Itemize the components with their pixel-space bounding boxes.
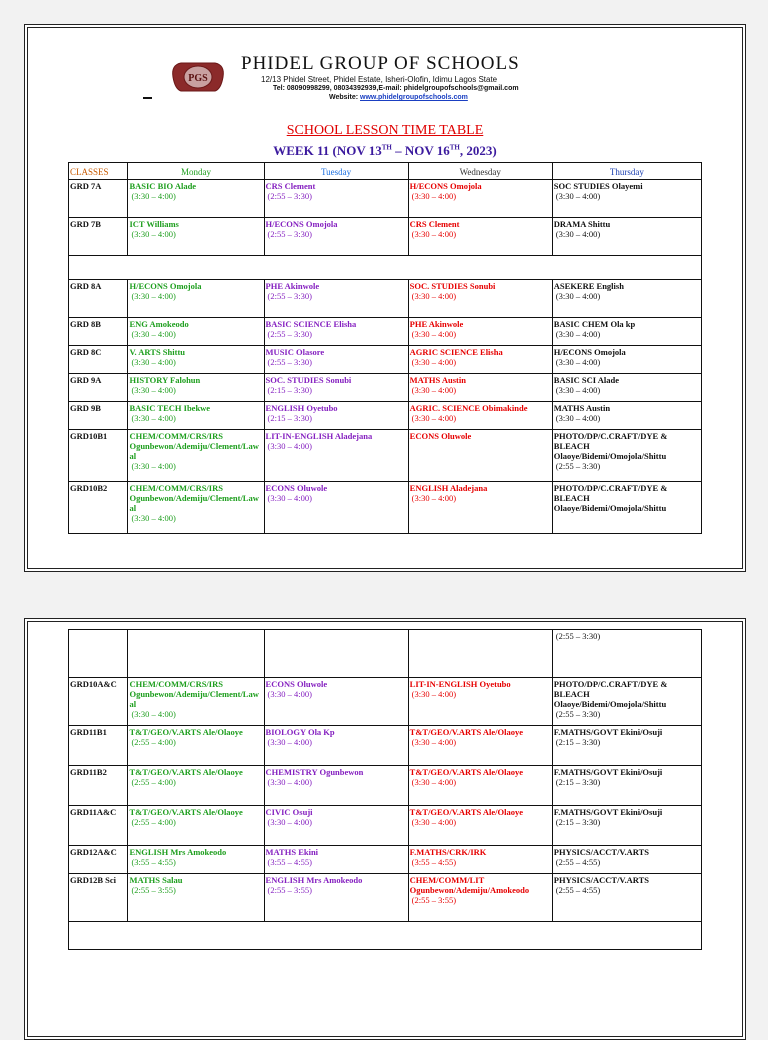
cell-class: GRD 7B [69,218,128,256]
cell-class: GRD 8C [69,346,128,374]
cell-subject: T&T/GEO/V.ARTS Ale/Olaoye [129,727,243,737]
cell-subject: CHEM/COMM/CRS/IRS Ogunbewon/Ademiju/Clement/Lawal [129,679,259,709]
cell-time: (3:30 – 4:00) [555,357,601,367]
cell-wednesday [408,482,552,534]
cell-subject: CHEM/COMM/LIT Ogunbewon/Ademiju/Amokeodo [409,875,530,895]
cell-subject: T&T/GEO/V.ARTS Ale/Olaoye [409,727,524,737]
cell-time: (3:30 – 4:00) [267,817,312,827]
cell-subject: HISTORY Falohun [129,375,201,385]
cell-thursday [552,726,701,766]
cell-subject: SOC. STUDIES Sonubi [265,375,352,385]
cell-time: (3:30 – 4:00) [131,229,176,239]
cell-time: (2:15 – 3:30) [555,777,601,787]
cell-subject: PHE Akinwole [265,281,320,291]
cell-tuesday [264,874,408,922]
cell-subject: ENGLISH Oyetubo [265,403,338,413]
col-header-wednesday: Wednesday [408,163,552,180]
cell-tuesday [264,630,408,678]
cell-subject: PHE Akinwole [409,319,464,329]
cell-thursday [552,280,701,318]
cell-subject: PHOTO/DP/C.CRAFT/DYE & BLEACH Olaoye/Bidemi/Omojola/Shittu [553,483,668,513]
cell-class: GRD12B Sci [69,874,128,922]
cell-thursday [552,218,701,256]
cell-wednesday [408,318,552,346]
cell-time: (2:55 – 3:55) [131,885,176,895]
cell-tuesday [264,806,408,846]
cell-subject: CHEM/COMM/CRS/IRS Ogunbewon/Ademiju/Clement/Lawal [129,483,259,513]
cell-class: GRD11B1 [69,726,128,766]
cell-monday [128,430,264,482]
cell-time: (2:55 – 3:55) [267,885,312,895]
cell-monday [128,180,264,218]
cell-subject: CIVIC Osuji [265,807,313,817]
cell-time: (3:30 – 4:00) [411,329,457,339]
cell-class [69,630,128,678]
cell-subject: T&T/GEO/V.ARTS Ale/Olaoye [409,807,524,817]
cell-time: (3:30 – 4:00) [131,291,176,301]
cell-subject: LIT-IN-ENGLISH Oyetubo [409,679,511,689]
cell-time: (3:55 – 4:55) [131,857,176,867]
school-website [329,94,468,101]
cell-thursday [552,766,701,806]
table-row [69,180,702,218]
cell-subject: PHYSICS/ACCT/V.ARTS [553,875,649,885]
cell-tuesday [264,766,408,806]
cell-tuesday [264,180,408,218]
cell-thursday [552,482,701,534]
cell-class: GRD10B2 [69,482,128,534]
cell-thursday [552,374,701,402]
cell-subject: AGRIC. SCIENCE Obimakinde [409,403,528,413]
table-row [69,318,702,346]
cell-subject: SOC STUDIES Olayemi [553,181,643,191]
cell-subject: ENGLISH Aladejana [409,483,488,493]
cell-wednesday [408,874,552,922]
table-row [69,346,702,374]
cell-time: (3:30 – 4:00) [411,229,457,239]
table-row [69,806,702,846]
cell-subject: CHEM/COMM/CRS/IRS Ogunbewon/Ademiju/Clement/Lawal [129,431,259,461]
table-row [69,430,702,482]
school-contact: Tel: 08090998299, 08034392939,E-mail: phidelgroupofschools@gmail.com [273,85,519,92]
cell-thursday [552,430,701,482]
svg-text:PGS: PGS [188,73,208,84]
cell-thursday [552,678,701,726]
cell-subject: MATHS Austin [409,375,466,385]
cell-tuesday [264,726,408,766]
cell-time: (3:30 – 4:00) [267,441,312,451]
cell-time: (2:55 – 3:30) [555,709,601,719]
cell-time: (3:30 – 4:00) [131,709,176,719]
cell-subject: ICT Williams [129,219,179,229]
cell-wednesday [408,280,552,318]
cell-monday [128,218,264,256]
cell-subject: SOC. STUDIES Sonubi [409,281,496,291]
empty-row [69,922,702,950]
table-row [69,874,702,922]
cell-class: GRD 8B [69,318,128,346]
cell-time: (3:30 – 4:00) [411,689,457,699]
cell-subject: T&T/GEO/V.ARTS Ale/Olaoye [409,767,524,777]
cell-time: (3:30 – 4:00) [131,385,176,395]
table-row [69,218,702,256]
cell-thursday [552,180,701,218]
cell-wednesday [408,430,552,482]
cell-time: (3:55 – 4:55) [267,857,312,867]
cell-subject: V. ARTS Shittu [129,347,185,357]
cell-thursday [552,874,701,922]
cell-subject: CRS Clement [409,219,460,229]
cell-time: (3:30 – 4:00) [131,513,176,523]
cell-subject: AGRIC SCIENCE Elisha [409,347,503,357]
cell-time: (3:30 – 4:00) [411,737,457,747]
cell-time: (2:55 – 3:30) [555,631,601,641]
cell-wednesday [408,846,552,874]
cell-time: (3:30 – 4:00) [131,413,176,423]
cell-time: (3:30 – 4:00) [555,291,601,301]
cell-class: GRD10A&C [69,678,128,726]
cell-subject: PHOTO/DP/C.CRAFT/DYE & BLEACH Olaoye/Bidemi/Omojola/Shittu [553,679,668,709]
cell-class: GRD12A&C [69,846,128,874]
table-row [69,374,702,402]
cell-time: (3:30 – 4:00) [411,191,457,201]
cell-time: (3:30 – 4:00) [411,777,457,787]
cell-time: (3:30 – 4:00) [131,461,176,471]
cell-thursday [552,346,701,374]
table-row [69,846,702,874]
cell-monday [128,874,264,922]
cell-tuesday [264,482,408,534]
cell-subject: F.MATHS/CRK/IRK [409,847,487,857]
school-logo [169,57,227,97]
cell-time: (3:30 – 4:00) [555,413,601,423]
cell-time: (2:55 – 4:00) [131,817,176,827]
school-name: PHIDEL GROUP OF SCHOOLS [241,53,520,74]
website-label: Website: [329,94,359,101]
cell-time: (2:15 – 3:30) [555,817,601,827]
cell-time: (2:55 – 4:55) [555,885,601,895]
cell-time: (2:55 – 4:00) [131,777,176,787]
website-link[interactable]: www.phidelgroupofschools.com [360,94,468,101]
cell-tuesday [264,280,408,318]
cell-time: (3:30 – 4:00) [267,737,312,747]
cell-subject: H/ECONS Omojola [265,219,338,229]
cell-time: (3:30 – 4:00) [411,357,457,367]
cell-time: (3:55 – 4:55) [411,857,457,867]
cell-subject: ECONS Oluwole [265,483,328,493]
document-title: SCHOOL LESSON TIME TABLE [286,123,484,138]
cell-monday [128,806,264,846]
cell-subject: CRS Clement [265,181,316,191]
cell-thursday [552,806,701,846]
cell-subject: BASIC CHEM Ola kp [553,319,636,329]
cell-wednesday [408,726,552,766]
cell-subject: ECONS Oluwole [409,431,472,441]
cell-time: (2:55 – 3:30) [267,291,312,301]
table-row [69,726,702,766]
cell-subject: MATHS Austin [553,403,611,413]
cell-time: (3:30 – 4:00) [555,385,601,395]
cell-time: (2:55 – 4:55) [555,857,601,867]
cell-subject: T&T/GEO/V.ARTS Ale/Olaoye [129,767,243,777]
cell-monday [128,402,264,430]
cell-subject: H/ECONS Omojola [129,281,202,291]
cell-wednesday [408,402,552,430]
cell-wednesday [408,678,552,726]
table-row [69,766,702,806]
table-row [69,402,702,430]
cell-subject: PHOTO/DP/C.CRAFT/DYE & BLEACH Olaoye/Bidemi/Omojola/Shittu [553,431,668,461]
cell-subject: MATHS Salau [129,875,183,885]
cell-subject: BASIC BIO Alade [129,181,197,191]
cell-subject: PHYSICS/ACCT/V.ARTS [553,847,649,857]
cell-subject: BASIC TECH Ibekwe [129,403,211,413]
cell-time: (3:30 – 4:00) [131,357,176,367]
cell-subject: ENGLISH Mrs Amokeodo [129,847,227,857]
cell-subject: LIT-IN-ENGLISH Aladejana [265,431,373,441]
cell-thursday [552,318,701,346]
cell-monday [128,482,264,534]
cell-time: (3:30 – 4:00) [267,777,312,787]
cell-wednesday [408,346,552,374]
cell-subject: BIOLOGY Ola Kp [265,727,335,737]
cell-time: (3:30 – 4:00) [555,229,601,239]
cell-time: (2:55 – 4:00) [131,737,176,747]
cell-subject: ENG Amokeodo [129,319,189,329]
cell-subject: F.MATHS/GOVT Ekini/Osuji [553,767,663,777]
cell-time: (3:30 – 4:00) [411,291,457,301]
cell-class: GRD 9B [69,402,128,430]
cell-tuesday [264,318,408,346]
cell-subject: F.MATHS/GOVT Ekini/Osuji [553,727,663,737]
table-row [69,280,702,318]
cell-wednesday [408,630,552,678]
cell-time: (3:30 – 4:00) [411,413,457,423]
cell-subject: ASEKERE English [553,281,624,291]
cell-subject: ENGLISH Mrs Amokeodo [265,875,363,885]
cell-class: GRD11A&C [69,806,128,846]
cell-subject: H/ECONS Omojola [409,181,482,191]
cell-class: GRD10B1 [69,430,128,482]
cell-monday [128,630,264,678]
cell-thursday [552,846,701,874]
col-header-tuesday: Tuesday [264,163,408,180]
cell-tuesday [264,846,408,874]
cell-tuesday [264,430,408,482]
cell-subject: BASIC SCIENCE Elisha [265,319,357,329]
cell-subject: ECONS Oluwole [265,679,328,689]
cell-subject: MUSIC Olasore [265,347,325,357]
table-row [69,482,702,534]
cell-monday [128,318,264,346]
cell-time: (2:55 – 3:55) [411,895,457,905]
col-header-monday: Monday [128,163,264,180]
cell-time: (2:15 – 3:30) [555,737,601,747]
cell-time: (3:30 – 4:00) [411,385,457,395]
cell-monday [128,726,264,766]
cell-subject: DRAMA Shittu [553,219,611,229]
cell-wednesday [408,180,552,218]
cell-subject: BASIC SCI Alade [553,375,619,385]
dash-mark [143,97,152,99]
cell-class: GRD 8A [69,280,128,318]
document-page-1 [24,24,746,572]
cell-monday [128,766,264,806]
cell-time: (3:30 – 4:00) [555,191,601,201]
week-heading: WEEK 11 (NOV 13TH – NOV 16TH, 2023) [273,143,497,158]
cell-monday [128,280,264,318]
cell-subject: T&T/GEO/V.ARTS Ale/Olaoye [129,807,243,817]
cell-time: (3:30 – 4:00) [131,191,176,201]
cell-thursday [552,630,701,678]
cell-monday [128,346,264,374]
cell-tuesday [264,374,408,402]
letterhead [25,25,745,158]
cell-class: GRD11B2 [69,766,128,806]
cell-tuesday [264,218,408,256]
cell-tuesday [264,346,408,374]
table-row [69,630,702,678]
cell-time: (3:30 – 4:00) [267,689,312,699]
cell-time: (2:15 – 3:30) [267,385,312,395]
cell-time: (3:30 – 4:00) [411,817,457,827]
cell-tuesday [264,402,408,430]
timetable-table-1 [68,162,702,534]
timetable-table-2 [68,629,702,950]
cell-time: (2:15 – 3:30) [267,413,312,423]
col-header-thursday: Thursday [552,163,701,180]
document-page-2 [24,618,746,1040]
school-address: 12/13 Phidel Street, Phidel Estate, Isheri-Olofin, Idimu Lagos State [261,75,498,84]
table-row [69,678,702,726]
cell-wednesday [408,374,552,402]
cell-wednesday [408,806,552,846]
spacer-cell [69,256,702,280]
spacer-row [69,256,702,280]
cell-time: (2:55 – 3:30) [555,461,601,471]
cell-time: (2:55 – 3:30) [267,357,312,367]
cell-class: GRD 9A [69,374,128,402]
cell-wednesday [408,218,552,256]
cell-time: (2:55 – 3:30) [267,229,312,239]
cell-time: (3:30 – 4:00) [131,329,176,339]
cell-time: (3:30 – 4:00) [411,493,457,503]
cell-subject: CHEMISTRY Ogunbewon [265,767,364,777]
cell-tuesday [264,678,408,726]
col-header-classes: CLASSES [69,163,128,180]
table-header-row [69,163,702,180]
empty-cell [69,922,702,950]
cell-subject: MATHS Ekini [265,847,319,857]
cell-subject: F.MATHS/GOVT Ekini/Osuji [553,807,663,817]
cell-wednesday [408,766,552,806]
cell-monday [128,678,264,726]
cell-time: (2:55 – 3:30) [267,329,312,339]
cell-time: (3:30 – 4:00) [267,493,312,503]
cell-time: (2:55 – 3:30) [267,191,312,201]
cell-thursday [552,402,701,430]
cell-time: (3:30 – 4:00) [555,329,601,339]
cell-class: GRD 7A [69,180,128,218]
cell-monday [128,374,264,402]
cell-subject: H/ECONS Omojola [553,347,626,357]
cell-monday [128,846,264,874]
